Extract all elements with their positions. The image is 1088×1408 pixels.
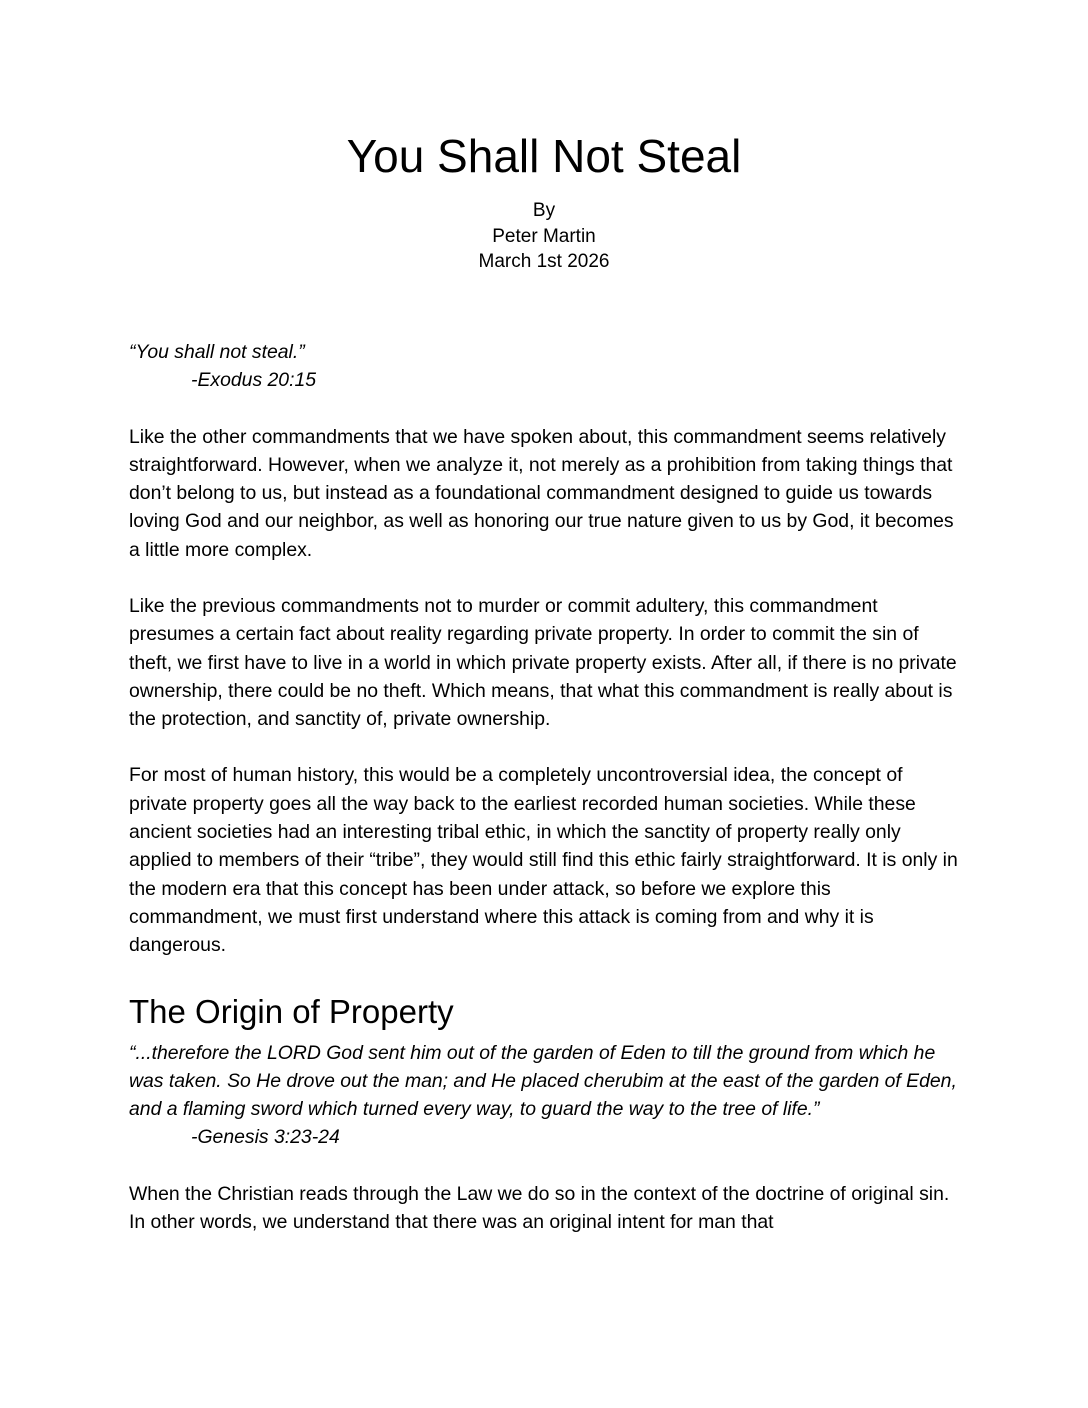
- section-paragraph: When the Christian reads through the Law we do so in the context of the doctrine of original sin. In other words, we understand that there was an original intent for man that: [129, 1182, 950, 1234]
- section-quote-text: “...therefore the LORD God sent him out of the garden of Eden to till the ground from which he was taken. So He drove out the man; and He placed cherubim at the east of the garden of Eden, and a flaming sword which turned every way, to guard the way to the tree of life.”: [129, 1041, 957, 1121]
- epigraph-text: “You shall not steal.”: [129, 340, 305, 363]
- epigraph-reference: -Exodus 20:15: [191, 369, 317, 391]
- byline: [129, 198, 959, 275]
- section-heading: The Origin of Property: [129, 992, 454, 1030]
- section-quote-reference: -Genesis 3:23-24: [191, 1126, 340, 1149]
- spacer: [129, 395, 959, 423]
- paragraph-2: Like the previous commandments not to murder or commit adultery, this commandment presumes a certain fact about reality regarding private property. In order to commit the sin of theft, we first have to live in a world in which private property exists. After all, if there is no private ownership, there could be no theft. Which means, that what this commandment is really about is the protection, and sanctity of, private ownership.: [129, 594, 957, 731]
- document-title: You Shall Not Steal: [346, 130, 742, 182]
- byline-by: By: [532, 200, 556, 221]
- byline-author: Peter Martin: [492, 225, 596, 247]
- section-quote: [129, 1039, 959, 1152]
- spacer: [129, 1152, 959, 1180]
- spacer: [129, 733, 959, 761]
- byline-date: March 1st 2026: [478, 251, 610, 272]
- spacer: [129, 564, 959, 592]
- paragraph-1: Like the other commandments that we have spoken about, this commandment seems relatively straightforward. However, when we analyze it, not merely as a prohibition from taking things that don’t belong to us, but instead as a foundational commandment designed to guide us towards loving God and our neighbor, as well as honoring our true nature given to us by God, it becomes a little more complex.: [129, 425, 954, 561]
- paragraph-3: For most of human history, this would be a completely uncontroversial idea, the concept of private property goes all the way back to the earliest recorded human societies. While these ancient societies had an interesting tribal ethic, in which the sanctity of property really only applied to members of their “tribe”, they would still find this ethic fairly straightforward. It is only in the modern era that this concept has been under attack, so before we explore this commandment, we must first understand where this attack is coming from and why it is dangerous.: [129, 764, 958, 957]
- epigraph: [129, 338, 959, 395]
